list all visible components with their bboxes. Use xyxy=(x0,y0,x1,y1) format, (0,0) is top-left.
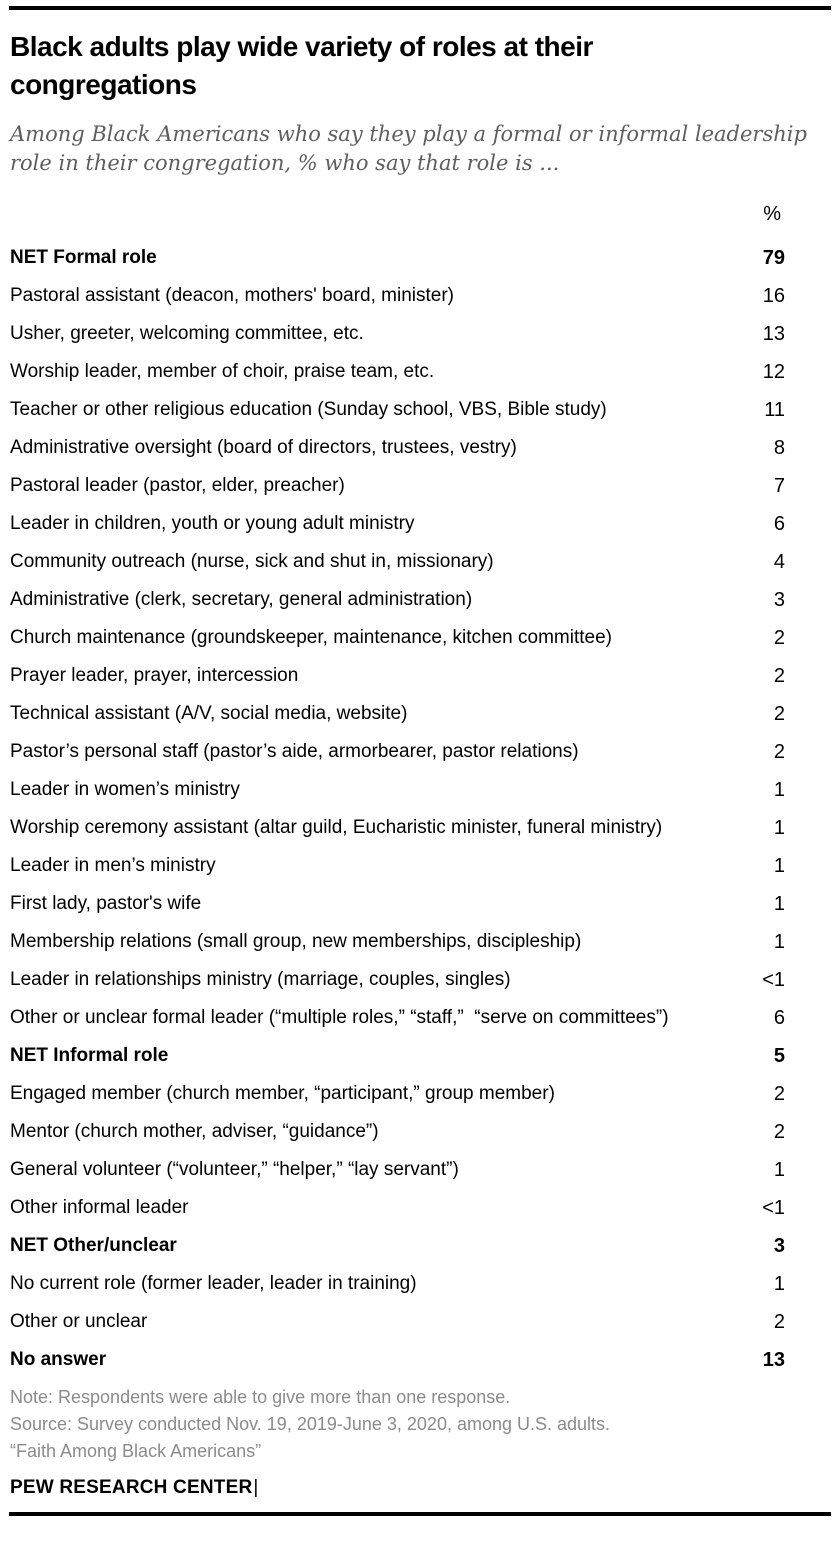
role-value: 1 xyxy=(773,893,785,915)
role-label: Engaged member (church member, “participant,” group member) xyxy=(10,1083,555,1104)
role-value: 13 xyxy=(762,1349,785,1371)
study-title-line: “Faith Among Black Americans” xyxy=(10,1441,262,1461)
table-row xyxy=(10,956,785,994)
role-value: 79 xyxy=(762,247,785,269)
role-value: 2 xyxy=(773,703,785,725)
role-label: Worship ceremony assistant (altar guild, Eucharistic minister, funeral ministry) xyxy=(10,817,663,838)
role-label: Other informal leader xyxy=(10,1197,189,1218)
role-value: 1 xyxy=(773,855,785,877)
role-label: Other or unclear xyxy=(10,1311,148,1332)
role-label: Pastoral leader (pastor, elder, preacher) xyxy=(10,475,345,496)
role-value: 2 xyxy=(773,1121,785,1143)
table-row xyxy=(10,348,785,386)
note-line: Note: Respondents were able to give more than one response. xyxy=(10,1387,511,1407)
role-value: 1 xyxy=(773,1273,785,1295)
role-value: 5 xyxy=(773,1045,785,1067)
table-row xyxy=(10,1108,785,1146)
brand-row xyxy=(10,1477,840,1499)
chart-subtitle: Among Black Americans who say they play a formal or informal leadership role in their congregation, % who say that role is ... xyxy=(10,122,807,175)
role-label: Pastor’s personal staff (pastor’s aide, armorbearer, pastor relations) xyxy=(10,741,579,762)
table-row xyxy=(10,614,785,652)
table-row xyxy=(10,880,785,918)
table-row xyxy=(10,994,785,1032)
table-row xyxy=(10,234,785,272)
table-row xyxy=(10,1336,785,1374)
role-label: Worship leader, member of choir, praise team, etc. xyxy=(10,361,435,382)
table-row xyxy=(10,918,785,956)
table-row xyxy=(10,424,785,462)
table-row xyxy=(10,538,785,576)
role-value: 1 xyxy=(773,817,785,839)
table-row xyxy=(10,652,785,690)
role-value: <1 xyxy=(762,1197,785,1219)
role-label: Pastoral assistant (deacon, mothers' board, minister) xyxy=(10,285,454,306)
role-label: Technical assistant (A/V, social media, website) xyxy=(10,703,408,724)
role-label: NET Other/unclear xyxy=(10,1235,177,1256)
role-value: <1 xyxy=(762,969,785,991)
table-row xyxy=(10,766,785,804)
role-value: 12 xyxy=(762,361,785,383)
role-value: 2 xyxy=(773,741,785,763)
role-label: Leader in children, youth or young adult ministry xyxy=(10,513,415,534)
source-line: Source: Survey conducted Nov. 19, 2019-June 3, 2020, among U.S. adults. xyxy=(10,1414,611,1434)
roles-table xyxy=(10,200,785,1374)
role-label: Prayer leader, prayer, intercession xyxy=(10,665,299,686)
table-row xyxy=(10,728,785,766)
role-label: Administrative (clerk, secretary, general administration) xyxy=(10,589,473,610)
table-row xyxy=(10,462,785,500)
role-value: 3 xyxy=(773,1235,785,1257)
table-row xyxy=(10,386,785,424)
role-value: 2 xyxy=(773,1311,785,1333)
table-row xyxy=(10,1032,785,1070)
role-value: 6 xyxy=(773,513,785,535)
table-row xyxy=(10,804,785,842)
role-value: 6 xyxy=(773,1007,785,1029)
table-row xyxy=(10,1260,785,1298)
role-label: NET Formal role xyxy=(10,247,157,268)
table-row xyxy=(10,1146,785,1184)
pew-research-center-wordmark: PEW RESEARCH CENTER xyxy=(10,1477,253,1498)
role-label: NET Informal role xyxy=(10,1045,169,1066)
role-label: Mentor (church mother, adviser, “guidance”) xyxy=(10,1121,379,1142)
role-label: No current role (former leader, leader in training) xyxy=(10,1273,417,1294)
table-row xyxy=(10,576,785,614)
role-label: Teacher or other religious education (Sunday school, VBS, Bible study) xyxy=(10,399,607,420)
text-cursor: | xyxy=(253,1477,259,1498)
role-value: 7 xyxy=(773,475,785,497)
table-row xyxy=(10,1222,785,1260)
table-row xyxy=(10,500,785,538)
role-label: Membership relations (small group, new memberships, discipleship) xyxy=(10,931,582,952)
role-label: Leader in relationships ministry (marriage, couples, singles) xyxy=(10,969,511,990)
top-rule xyxy=(9,6,831,10)
role-label: Church maintenance (groundskeeper, maintenance, kitchen committee) xyxy=(10,627,612,648)
role-label: Other or unclear formal leader (“multiple roles,” “staff,” “serve on committees”) xyxy=(10,1007,669,1028)
bottom-rule xyxy=(9,1512,831,1516)
role-value: 8 xyxy=(773,437,785,459)
role-label: Leader in men’s ministry xyxy=(10,855,216,876)
role-label: General volunteer (“volunteer,” “helper,” “lay servant”) xyxy=(10,1159,459,1180)
table-row xyxy=(10,1184,785,1222)
table-row xyxy=(10,1298,785,1336)
table-row xyxy=(10,842,785,880)
role-value: 1 xyxy=(773,1159,785,1181)
role-value: 2 xyxy=(773,627,785,649)
role-value: 16 xyxy=(762,285,785,307)
role-label: Administrative oversight (board of directors, trustees, vestry) xyxy=(10,437,517,458)
role-label: First lady, pastor's wife xyxy=(10,893,202,914)
table-row xyxy=(10,1070,785,1108)
role-label: Leader in women’s ministry xyxy=(10,779,240,800)
role-label: Community outreach (nurse, sick and shut in, missionary) xyxy=(10,551,494,572)
role-value: 11 xyxy=(764,399,785,421)
table-row xyxy=(10,310,785,348)
table-row xyxy=(10,690,785,728)
role-value: 1 xyxy=(773,779,785,801)
page-title: Black adults play wide variety of roles at their congregations xyxy=(10,31,593,100)
table-row xyxy=(10,272,785,310)
role-value: 3 xyxy=(773,589,785,611)
table-rows xyxy=(10,234,785,1374)
role-value: 13 xyxy=(762,323,785,345)
footnotes xyxy=(10,1384,840,1465)
role-value: 1 xyxy=(773,931,785,953)
role-value: 2 xyxy=(773,1083,785,1105)
role-label: Usher, greeter, welcoming committee, etc. xyxy=(10,323,364,344)
role-value: 4 xyxy=(773,551,785,573)
role-label: No answer xyxy=(10,1349,107,1370)
pew-chart-card xyxy=(0,6,840,1566)
role-value: 2 xyxy=(773,665,785,687)
percent-column-header: % xyxy=(763,203,781,225)
